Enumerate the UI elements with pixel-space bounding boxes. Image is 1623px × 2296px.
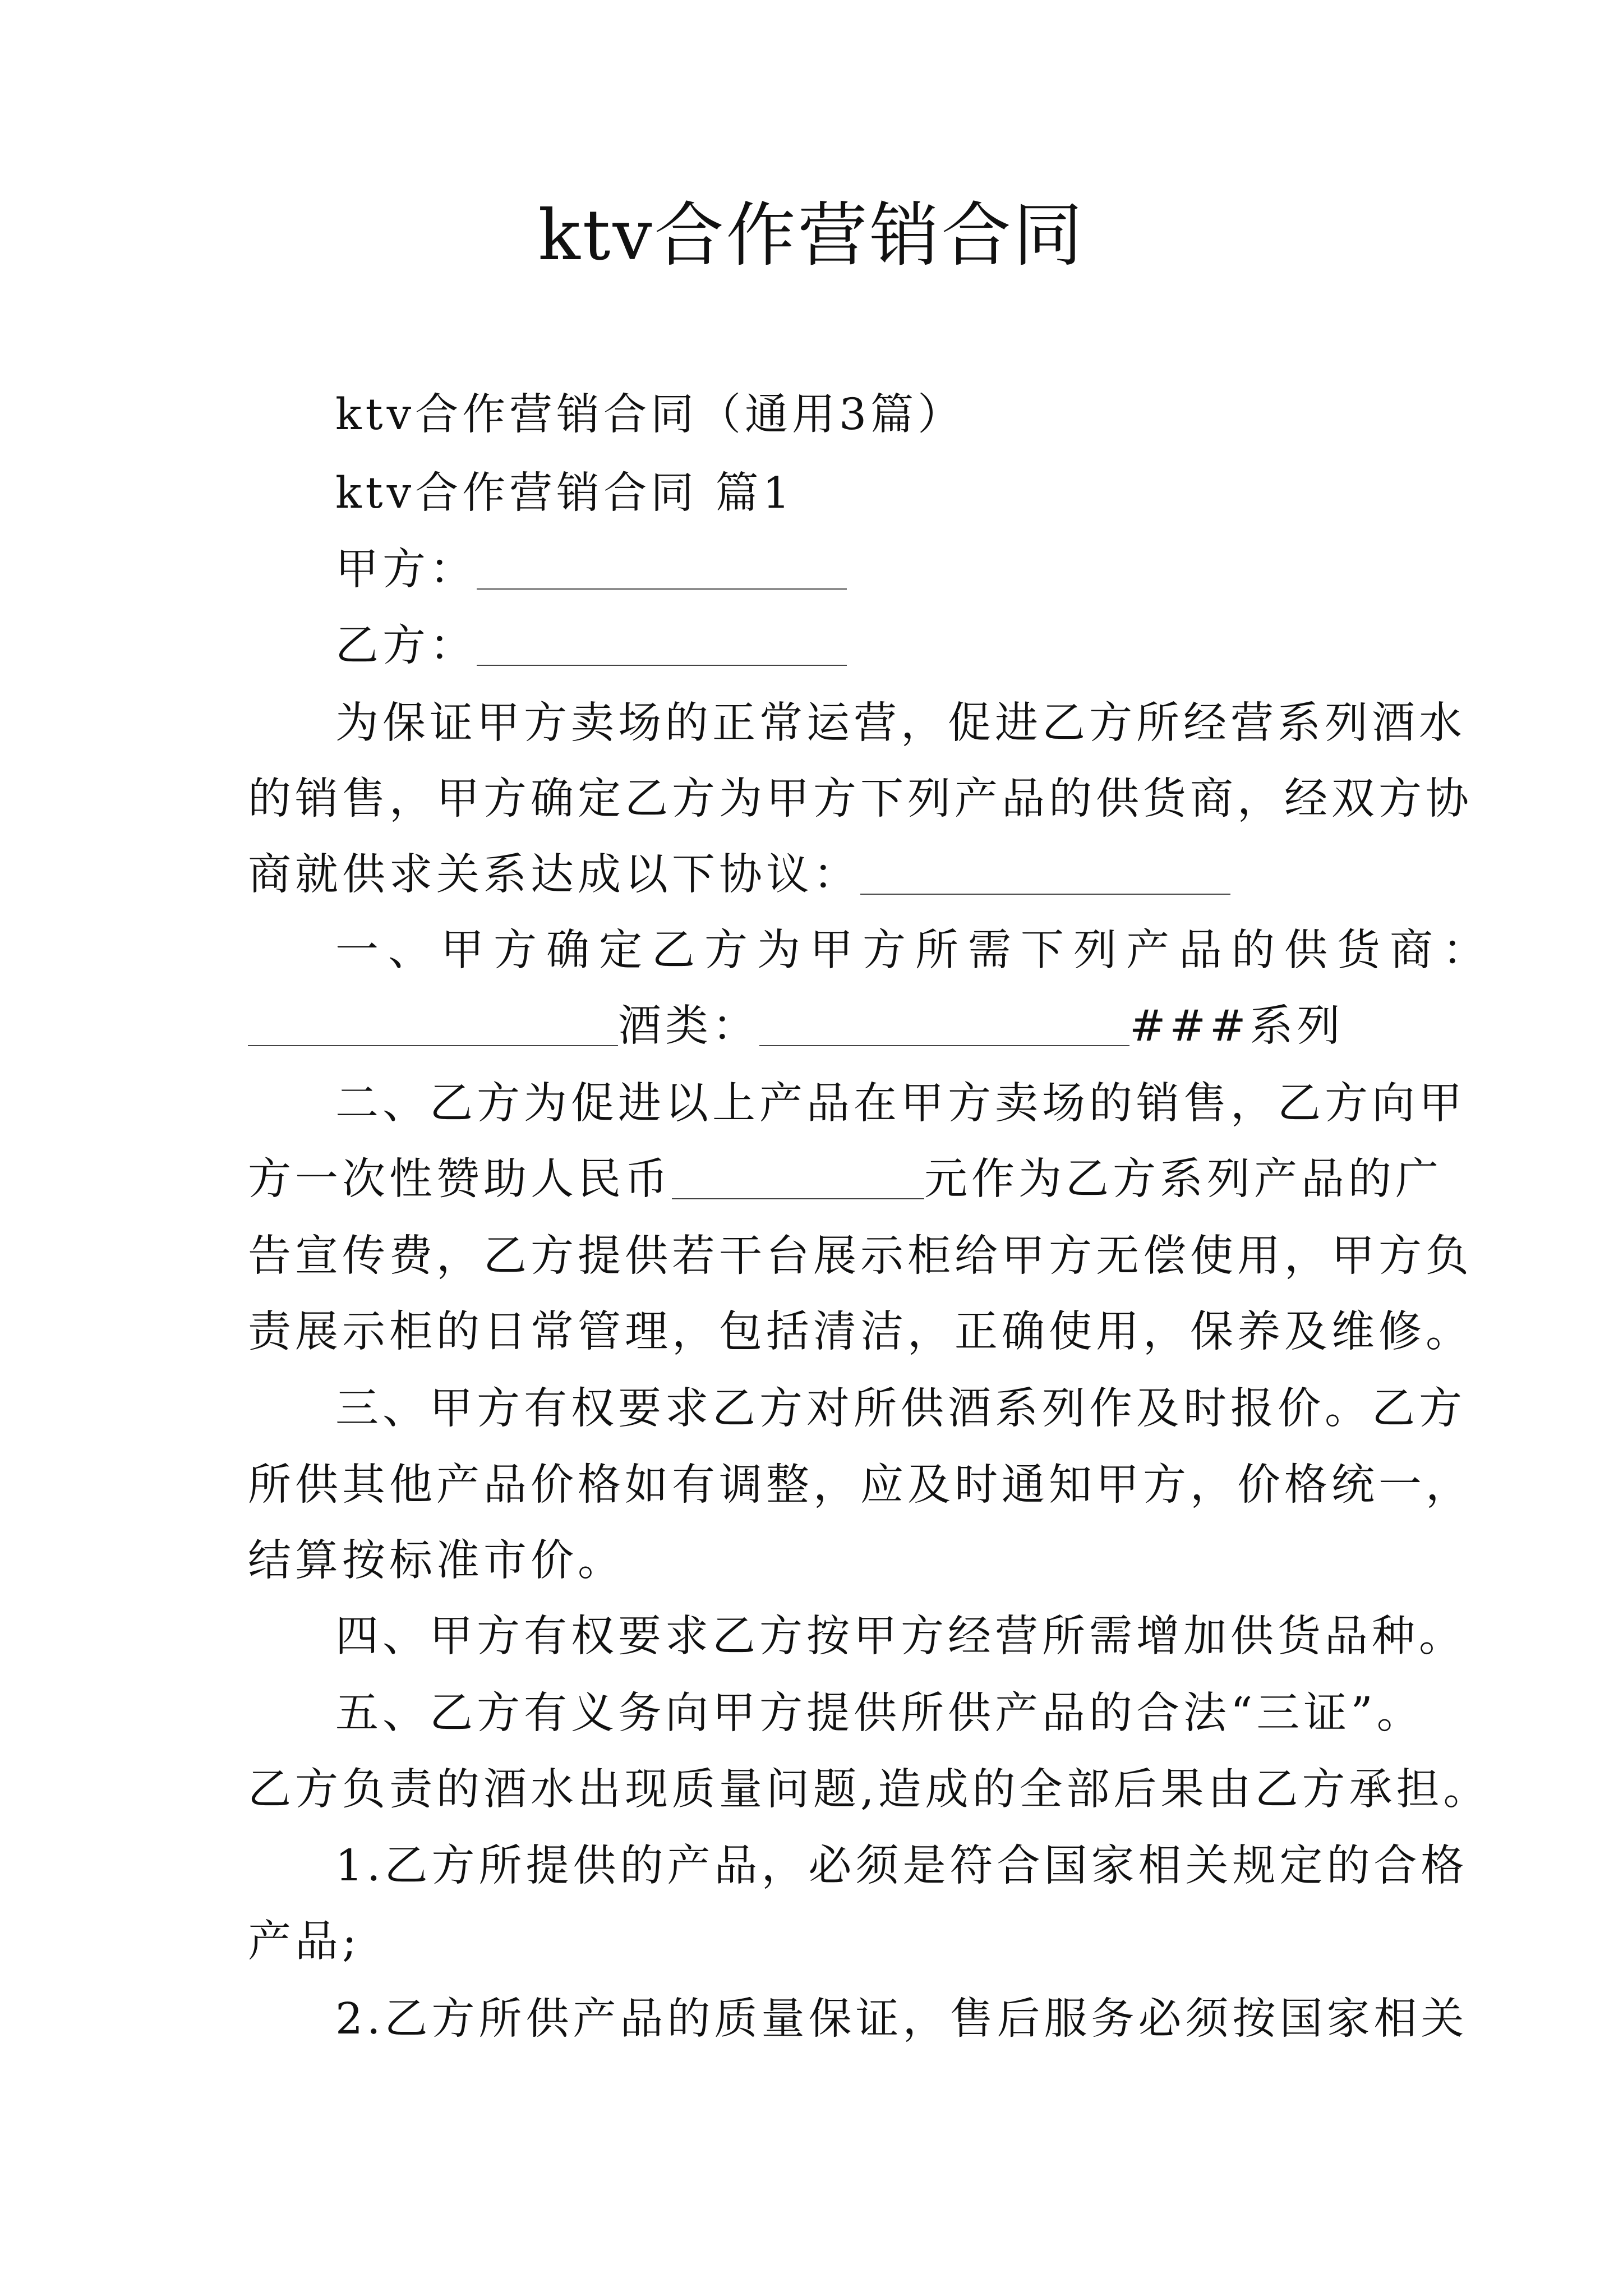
clause-4-line: 四、甲方有权要求乙方按甲方经营所需增加供货品种。 — [335, 1612, 1466, 1662]
clause-3-line: 结算按标准市价。 — [248, 1536, 625, 1586]
clause-3-line: 所供其他产品价格如有调整，应及时通知甲方，价格统一， — [248, 1460, 1473, 1510]
clause-2-text: 方一次性赞助人民币 — [248, 1154, 672, 1204]
party-a-label: 甲方： — [335, 545, 477, 595]
item-1-line: 产品; — [248, 1917, 361, 1967]
party-b-label: 乙方： — [335, 621, 477, 671]
party-b-line — [335, 618, 847, 674]
paragraph-line: 为保证甲方卖场的正常运营，促进乙方所经营系列酒水 — [335, 698, 1466, 748]
amount-blank — [672, 1159, 924, 1199]
section-heading: ktv合作营销合同 篇1 — [335, 468, 794, 518]
item-1-line: 1.乙方所提供的产品，必须是符合国家相关规定的合格 — [335, 1841, 1468, 1891]
paragraph-line — [248, 847, 1230, 903]
clause-1-line: 一、甲方确定乙方为甲方所需下列产品的供货商： — [335, 926, 1495, 976]
item-2-line: 2.乙方所供产品的质量保证，售后服务必须按国家相关 — [335, 1994, 1468, 2044]
supplier-blank — [248, 1006, 618, 1046]
series-label: ###系列 — [1129, 1001, 1344, 1051]
clause-2-text: 元作为乙方系列产品的广 — [924, 1154, 1442, 1204]
subtitle-line: ktv合作营销合同（通用3篇） — [335, 390, 965, 440]
clause-2-line: 责展示柜的日常管理，包括清洁，正确使用，保养及维修。 — [248, 1307, 1473, 1357]
clause-1-fill-line — [248, 999, 1344, 1055]
clause-3-line: 三、甲方有权要求乙方对所供酒系列作及时报价。乙方 — [335, 1384, 1466, 1434]
party-a-line — [335, 542, 847, 598]
clause-5-line: 五、乙方有义务向甲方提供所供产品的合法“三证”。 — [335, 1688, 1424, 1738]
party-b-blank — [477, 625, 847, 666]
paragraph-text: 商就供求关系达成以下协议： — [248, 850, 860, 900]
liquor-blank — [759, 1006, 1129, 1046]
clause-2-line: 二、乙方为促进以上产品在甲方卖场的销售，乙方向甲 — [335, 1079, 1466, 1129]
paragraph-line: 的销售，甲方确定乙方为甲方下列产品的供货商，经双方协 — [248, 774, 1473, 824]
agreement-blank — [860, 854, 1230, 895]
clause-2-line: 告宣传费，乙方提供若干台展示柜给甲方无偿使用，甲方负 — [248, 1231, 1473, 1281]
liquor-label: 酒类： — [618, 1001, 759, 1051]
document-title: ktv合作营销合同 — [538, 195, 1085, 276]
clause-5-line: 乙方负责的酒水出现质量问题,造成的全部后果由乙方承担。 — [248, 1765, 1491, 1815]
clause-2-line — [248, 1152, 1442, 1208]
party-a-blank — [477, 549, 847, 590]
